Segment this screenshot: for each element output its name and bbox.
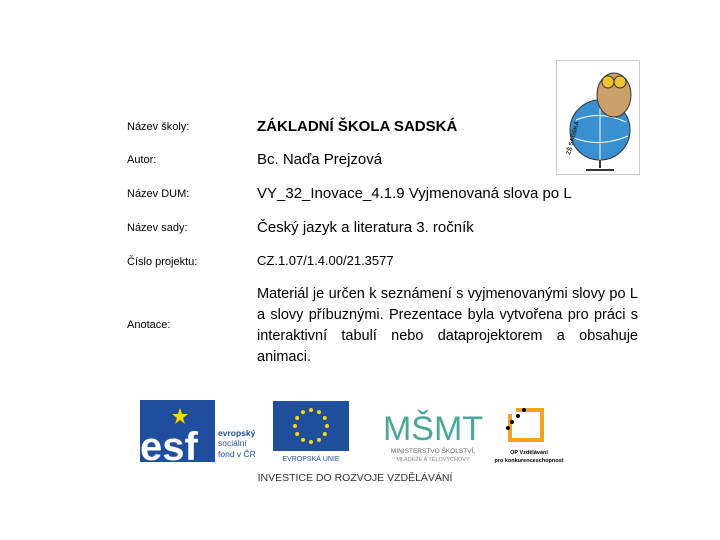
eu-star <box>325 424 329 428</box>
value-school: ZÁKLADNÍ ŠKOLA SADSKÁ <box>257 118 458 135</box>
svg-text:EVROPSKÁ UNIE: EVROPSKÁ UNIE <box>282 456 340 463</box>
eu-star <box>323 432 327 436</box>
svg-text:evropský: evropský <box>218 428 256 438</box>
eu-star <box>295 416 299 420</box>
esf-logo <box>140 400 270 464</box>
value-project: CZ.1.07/1.4.00/21.3577 <box>257 253 394 268</box>
eu-star <box>323 416 327 420</box>
label-project: Číslo projektu: <box>127 256 198 268</box>
svg-text:MLÁDEŽE A TĚLOVÝCHOVY: MLÁDEŽE A TĚLOVÝCHOVY <box>396 457 470 463</box>
label-dum: Název DUM: <box>127 188 190 200</box>
eu-star <box>293 424 297 428</box>
op-logo <box>486 402 572 464</box>
svg-text:sociální: sociální <box>218 438 247 448</box>
eu-logo <box>273 401 349 463</box>
eu-star <box>301 438 305 442</box>
label-author: Autor: <box>127 154 157 166</box>
label-set: Název sady: <box>127 222 188 234</box>
svg-text:MINISTERSTVO ŠKOLSTVÍ,: MINISTERSTVO ŠKOLSTVÍ, <box>390 448 476 455</box>
eu-star <box>295 432 299 436</box>
school-logo <box>556 60 640 175</box>
svg-text:esf: esf <box>140 425 198 464</box>
value-set: Český jazyk a literatura 3. ročník <box>257 219 474 236</box>
eu-star <box>317 410 321 414</box>
value-author: Bc. Naďa Prejzová <box>257 151 383 168</box>
svg-text:pro konkurenceschopnost: pro konkurenceschopnost <box>494 458 564 464</box>
annotation-text: Materiál je určen k seznámení s vyjmenovanými slovy po L a slovy příbuznými. Prezentace byla vytvořena pro práci s interaktivní tabulí nebo dataprojektorem a obsahuje animaci. <box>257 286 638 365</box>
label-school: Název školy: <box>127 121 190 133</box>
svg-text:MŠMT: MŠMT <box>382 410 484 448</box>
eu-star <box>301 410 305 414</box>
svg-text:ZŠ SADSKÁ: ZŠ SADSKÁ <box>566 120 581 156</box>
msmt-logo <box>380 400 486 464</box>
eu-star <box>309 408 313 412</box>
svg-text:OP Vzdělávání: OP Vzdělávání <box>510 450 548 456</box>
eu-star <box>309 440 313 444</box>
eu-star <box>317 438 321 442</box>
value-dum: VY_32_Inovace_4.1.9 Vyjmenovaná slova po L <box>257 185 572 202</box>
svg-text:fond v ČR: fond v ČR <box>218 449 256 459</box>
label-annotation: Anotace: <box>127 319 171 331</box>
tagline: INVESTICE DO ROZVOJE VZDĚLÁVÁNÍ <box>257 472 453 484</box>
